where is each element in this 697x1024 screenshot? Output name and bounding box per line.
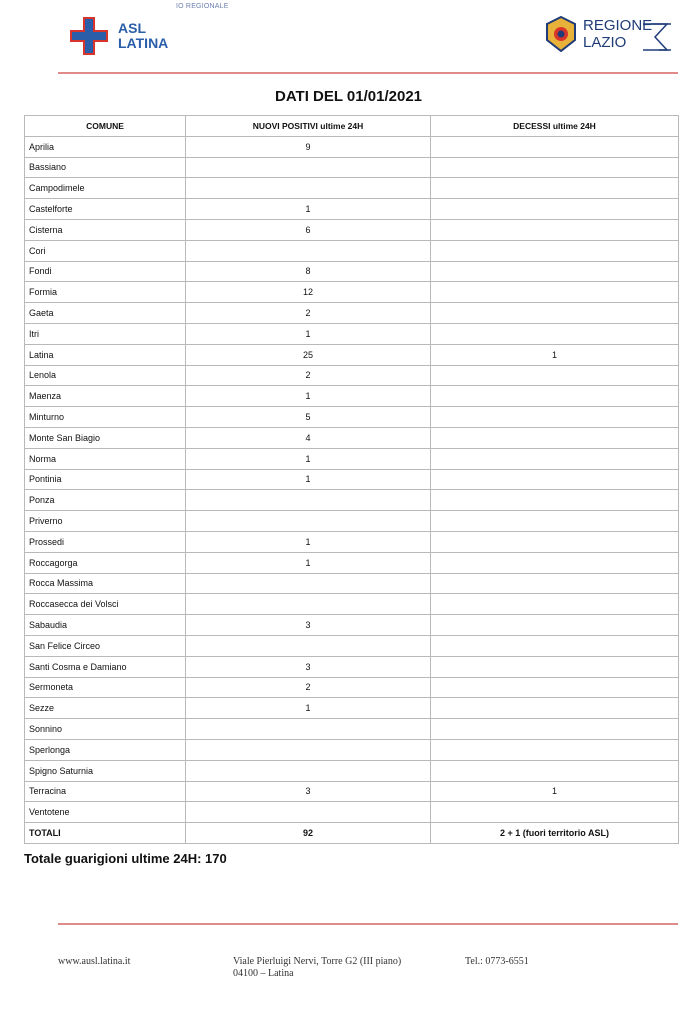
cell-comune: Cori	[25, 240, 186, 261]
table-row	[25, 303, 679, 324]
table-row	[25, 802, 679, 823]
table-row	[25, 282, 679, 303]
table-row	[25, 157, 679, 178]
cell-decessi	[431, 490, 679, 511]
header-divider	[58, 72, 678, 74]
cell-comune: Castelforte	[25, 199, 186, 220]
table-row	[25, 427, 679, 448]
table-row	[25, 344, 679, 365]
cell-positivi	[186, 635, 431, 656]
table-row	[25, 199, 679, 220]
cell-comune: Aprilia	[25, 136, 186, 157]
cell-positivi: 92	[186, 823, 431, 844]
table-total-row	[25, 823, 679, 844]
cell-comune: Roccagorga	[25, 552, 186, 573]
cell-comune: Sabaudia	[25, 615, 186, 636]
cell-decessi	[431, 719, 679, 740]
cell-comune: Priverno	[25, 511, 186, 532]
cell-positivi	[186, 157, 431, 178]
cell-decessi	[431, 261, 679, 282]
cell-positivi: 1	[186, 323, 431, 344]
cell-positivi: 6	[186, 219, 431, 240]
table-row	[25, 407, 679, 428]
table-row	[25, 469, 679, 490]
cell-positivi: 3	[186, 615, 431, 636]
cell-comune: Pontinia	[25, 469, 186, 490]
cell-decessi	[431, 157, 679, 178]
cell-positivi: 4	[186, 427, 431, 448]
cell-comune: Sezze	[25, 698, 186, 719]
table-row	[25, 635, 679, 656]
cell-comune: TOTALI	[25, 823, 186, 844]
cell-positivi: 1	[186, 552, 431, 573]
cell-comune: Monte San Biagio	[25, 427, 186, 448]
table-row	[25, 573, 679, 594]
cell-comune: Fondi	[25, 261, 186, 282]
cell-decessi	[431, 386, 679, 407]
table-row	[25, 594, 679, 615]
table-row	[25, 323, 679, 344]
table-row	[25, 760, 679, 781]
table-row	[25, 240, 679, 261]
cell-decessi	[431, 178, 679, 199]
cell-decessi	[431, 469, 679, 490]
cell-decessi	[431, 698, 679, 719]
cell-positivi: 1	[186, 469, 431, 490]
cell-comune: Sermoneta	[25, 677, 186, 698]
cell-positivi: 8	[186, 261, 431, 282]
table-row	[25, 365, 679, 386]
cell-positivi	[186, 739, 431, 760]
table-row	[25, 490, 679, 511]
regione-emblem-icon	[545, 16, 577, 52]
cell-decessi	[431, 760, 679, 781]
footer-website: www.ausl.latina.it	[58, 956, 131, 967]
cell-decessi	[431, 448, 679, 469]
cell-decessi	[431, 656, 679, 677]
table-row	[25, 739, 679, 760]
cell-positivi: 1	[186, 531, 431, 552]
cell-comune: Norma	[25, 448, 186, 469]
cell-decessi	[431, 552, 679, 573]
cell-positivi: 12	[186, 282, 431, 303]
cell-comune: Bassiano	[25, 157, 186, 178]
cell-positivi: 1	[186, 448, 431, 469]
cell-positivi	[186, 802, 431, 823]
page-title: DATI DEL 01/01/2021	[274, 88, 423, 105]
cell-decessi	[431, 365, 679, 386]
cell-comune: Ventotene	[25, 802, 186, 823]
cell-decessi	[431, 739, 679, 760]
cell-decessi	[431, 531, 679, 552]
asl-logo-line1: ASL	[118, 20, 146, 36]
cell-positivi: 3	[186, 781, 431, 802]
cell-decessi	[431, 282, 679, 303]
cell-comune: Minturno	[25, 407, 186, 428]
table-row	[25, 178, 679, 199]
table-row	[25, 781, 679, 802]
cell-positivi: 9	[186, 136, 431, 157]
table-row	[25, 531, 679, 552]
cell-decessi: 1	[431, 781, 679, 802]
column-header-comune: COMUNE	[25, 116, 186, 137]
cell-comune: Lenola	[25, 365, 186, 386]
cell-comune: Gaeta	[25, 303, 186, 324]
cell-comune: San Felice Circeo	[25, 635, 186, 656]
cell-decessi	[431, 303, 679, 324]
cell-positivi	[186, 178, 431, 199]
data-table	[24, 115, 679, 844]
cell-comune: Roccasecca dei Volsci	[25, 594, 186, 615]
cell-comune: Sperlonga	[25, 739, 186, 760]
cell-comune: Spigno Saturnia	[25, 760, 186, 781]
table-row	[25, 448, 679, 469]
cell-comune: Formia	[25, 282, 186, 303]
cell-decessi	[431, 573, 679, 594]
cell-positivi	[186, 240, 431, 261]
cell-positivi: 3	[186, 656, 431, 677]
footer-phone: Tel.: 0773-6551	[465, 956, 529, 967]
cell-positivi	[186, 573, 431, 594]
cell-decessi	[431, 407, 679, 428]
cell-decessi	[431, 427, 679, 448]
table-row	[25, 656, 679, 677]
footer-divider	[58, 923, 678, 925]
cell-positivi	[186, 490, 431, 511]
cell-positivi	[186, 511, 431, 532]
cell-positivi: 1	[186, 199, 431, 220]
regione-lazio-logo	[545, 14, 675, 58]
cell-comune: Sonnino	[25, 719, 186, 740]
table-row	[25, 261, 679, 282]
table-header-row	[25, 116, 679, 137]
cell-comune: Campodimele	[25, 178, 186, 199]
cell-comune: Santi Cosma e Damiano	[25, 656, 186, 677]
cell-comune: Terracina	[25, 781, 186, 802]
cell-positivi: 1	[186, 698, 431, 719]
cell-comune: Maenza	[25, 386, 186, 407]
recovered-total: Totale guarigioni ultime 24H: 170	[24, 851, 227, 866]
cell-decessi	[431, 615, 679, 636]
cell-positivi: 1	[186, 386, 431, 407]
table-row	[25, 552, 679, 573]
column-header-decessi: DECESSI ultime 24H	[431, 116, 679, 137]
table-row	[25, 219, 679, 240]
cell-decessi: 2 + 1 (fuori territorio ASL)	[431, 823, 679, 844]
header-snippet-text: IO REGIONALE	[176, 3, 229, 10]
column-header-positivi: NUOVI POSITIVI ultime 24H	[186, 116, 431, 137]
cell-decessi	[431, 677, 679, 698]
cell-decessi	[431, 323, 679, 344]
chevron-decoration-icon	[641, 20, 673, 54]
cell-comune: Itri	[25, 323, 186, 344]
cell-positivi: 5	[186, 407, 431, 428]
cell-comune: Cisterna	[25, 219, 186, 240]
footer-address-line1: Viale Pierluigi Nervi, Torre G2 (III piano)	[233, 956, 402, 967]
cell-decessi	[431, 635, 679, 656]
cell-decessi	[431, 199, 679, 220]
cell-decessi	[431, 511, 679, 532]
red-cross-icon	[70, 17, 108, 55]
cell-positivi: 2	[186, 677, 431, 698]
region-logo-line1: REGIONE	[583, 17, 653, 34]
footer-address	[233, 956, 401, 980]
cell-decessi	[431, 802, 679, 823]
cell-decessi	[431, 136, 679, 157]
cell-decessi	[431, 240, 679, 261]
table-row	[25, 698, 679, 719]
cell-comune: Prossedi	[25, 531, 186, 552]
cell-positivi	[186, 760, 431, 781]
cell-positivi: 25	[186, 344, 431, 365]
table-row	[25, 386, 679, 407]
cell-decessi	[431, 219, 679, 240]
cell-positivi	[186, 594, 431, 615]
cell-positivi	[186, 719, 431, 740]
footer-address-line2: 04100 – Latina	[233, 968, 294, 979]
cell-positivi: 2	[186, 365, 431, 386]
table-row	[25, 719, 679, 740]
cell-decessi	[431, 594, 679, 615]
cell-decessi: 1	[431, 344, 679, 365]
region-logo-line2: LAZIO	[583, 34, 627, 51]
table-row	[25, 511, 679, 532]
asl-logo-line2: LATINA	[118, 35, 169, 51]
table-row	[25, 615, 679, 636]
cell-comune: Latina	[25, 344, 186, 365]
table-row	[25, 136, 679, 157]
table-row	[25, 677, 679, 698]
cell-comune: Rocca Massima	[25, 573, 186, 594]
cell-positivi: 2	[186, 303, 431, 324]
cell-comune: Ponza	[25, 490, 186, 511]
